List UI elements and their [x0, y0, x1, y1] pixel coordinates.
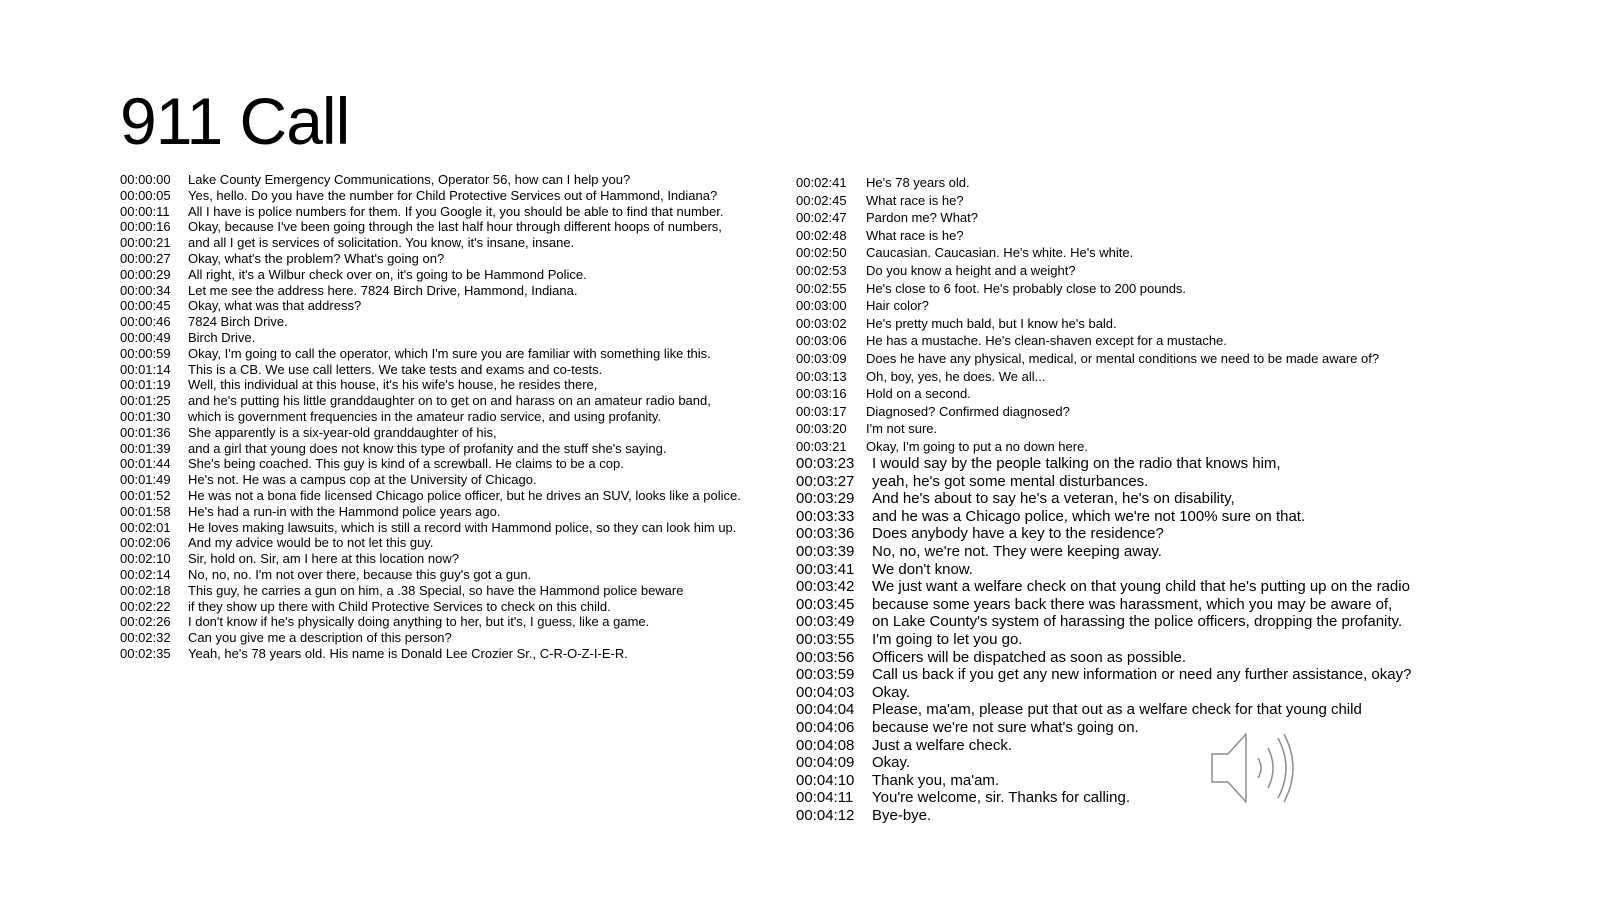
transcript-text: He has a mustache. He's clean-shaven except for a mustache.: [866, 333, 1227, 349]
timestamp: 00:03:56: [796, 648, 855, 666]
transcript-text: I don't know if he's physically doing anything to her, but it's, I guess, like a game.: [188, 614, 650, 630]
timestamp: 00:00:21: [120, 235, 171, 251]
timestamp: 00:00:49: [120, 329, 171, 345]
timestamp: 00:03:59: [796, 666, 855, 684]
timestamp: 00:03:33: [796, 507, 855, 525]
timestamp: 00:01:39: [120, 440, 171, 456]
transcript-line: [796, 297, 1496, 315]
transcript-line: [796, 613, 1496, 631]
transcript-text: I'm going to let you go.: [872, 630, 1023, 648]
transcript-text: Does anybody have a key to the residence?: [872, 525, 1164, 543]
timestamp: 00:02:48: [796, 227, 847, 243]
transcript-text: He's not. He was a campus cop at the University of Chicago.: [188, 472, 537, 488]
transcript-line: [120, 362, 775, 378]
transcript-line: [796, 719, 1496, 737]
timestamp: 00:03:55: [796, 630, 855, 648]
transcript-text: Hold on a second.: [866, 386, 971, 402]
transcript-line: [120, 441, 775, 457]
transcript-line: [120, 520, 775, 536]
timestamp: 00:02:26: [120, 614, 171, 630]
transcript-text: This guy, he carries a gun on him, a .38 Special, so have the Hammond police beware: [188, 582, 684, 598]
transcript-line: [120, 346, 775, 362]
transcript-line: [796, 174, 1496, 192]
timestamp: 00:03:13: [796, 368, 847, 384]
timestamp: 00:04:09: [796, 754, 855, 772]
transcript-text: Thank you, ma'am.: [872, 771, 1000, 789]
timestamp: 00:00:45: [120, 298, 171, 314]
transcript-line: [120, 393, 775, 409]
timestamp: 00:03:09: [796, 350, 847, 366]
transcript-text: Bye-bye.: [872, 806, 932, 824]
transcript-line: [796, 368, 1496, 386]
timestamp: 00:01:44: [120, 456, 171, 472]
transcript-text: Okay, I'm going to put a no down here.: [866, 438, 1088, 454]
transcript-text: Sir, hold on. Sir, am I here at this location now?: [188, 551, 459, 567]
timestamp: 00:03:45: [796, 595, 855, 613]
transcript-text: Oh, boy, yes, he does. We all...: [866, 368, 1046, 384]
transcript-line: [120, 614, 775, 630]
transcript-line: [796, 209, 1496, 227]
timestamp: 00:03:23: [796, 455, 855, 472]
transcript-text: What race is he?: [866, 227, 964, 243]
timestamp: 00:04:04: [796, 701, 855, 719]
transcript-text: Okay.: [872, 683, 911, 701]
timestamp: 00:01:14: [120, 361, 171, 377]
transcript-text: if they show up there with Child Protective Services to check on this child.: [188, 598, 611, 614]
timestamp: 00:02:45: [796, 192, 847, 208]
timestamp: 00:02:47: [796, 210, 847, 226]
transcript-line: [796, 244, 1496, 262]
transcript-line: [796, 631, 1496, 649]
transcript-line: [120, 551, 775, 567]
transcript-line: [120, 472, 775, 488]
transcript-text: Just a welfare check.: [872, 736, 1013, 754]
transcript-text: No, no, no. I'm not over there, because this guy's got a gun.: [188, 566, 532, 582]
transcript-line: [796, 561, 1496, 579]
timestamp: 00:02:53: [796, 262, 847, 278]
timestamp: 00:02:50: [796, 245, 847, 261]
transcript-line: [120, 646, 775, 662]
timestamp: 00:01:30: [120, 408, 171, 424]
transcript-text: And my advice would be to not let this guy.: [188, 535, 434, 551]
transcript-line: [796, 490, 1496, 508]
transcript-text: All I have is police numbers for them. If you Google it, you should be able to find that number.: [188, 203, 724, 219]
transcript-text: Officers will be dispatched as soon as possible.: [872, 648, 1187, 666]
transcript-line: [796, 525, 1496, 543]
timestamp: 00:03:06: [796, 333, 847, 349]
transcript-text: on Lake County's system of harassing the police officers, dropping the profanity.: [872, 613, 1403, 631]
transcript-line: [796, 280, 1496, 298]
transcript-text: Yes, hello. Do you have the number for Child Protective Services out of Hammond, Indiana?: [188, 187, 718, 203]
transcript-line: [796, 473, 1496, 491]
transcript-text: Call us back if you get any new information or need any further assistance, okay?: [872, 666, 1412, 684]
transcript-text: He's had a run-in with the Hammond police years ago.: [188, 503, 501, 519]
transcript-line: [120, 235, 775, 251]
transcript-text: because some years back there was harassment, which you may be aware of,: [872, 595, 1393, 613]
timestamp: 00:04:08: [796, 736, 855, 754]
transcript-text: He was not a bona fide licensed Chicago police officer, but he drives an SUV, looks like a police.: [188, 487, 741, 503]
transcript-text: Let me see the address here. 7824 Birch Drive, Hammond, Indiana.: [188, 282, 578, 298]
transcript-line: [796, 403, 1496, 421]
transcript-line: [120, 267, 775, 283]
timestamp: 00:00:34: [120, 282, 171, 298]
transcript-text: Okay.: [872, 754, 911, 772]
transcript-line: [120, 409, 775, 425]
transcript-line: [120, 425, 775, 441]
transcript-line: [796, 649, 1496, 667]
transcript-line: [796, 578, 1496, 596]
transcript-line: [796, 262, 1496, 280]
transcript-line: [796, 508, 1496, 526]
transcript-column-right-bottom: [796, 455, 1496, 824]
transcript-column-left: [120, 172, 775, 662]
timestamp: 00:01:25: [120, 393, 171, 409]
transcript-text: I'm not sure.: [866, 421, 938, 437]
transcript-line: [120, 188, 775, 204]
timestamp: 00:02:22: [120, 598, 171, 614]
transcript-line: [796, 789, 1496, 807]
transcript-line: [120, 456, 775, 472]
transcript-text: He's close to 6 foot. He's probably close to 200 pounds.: [866, 280, 1187, 296]
timestamp: 00:00:59: [120, 345, 171, 361]
transcript-text: And he's about to say he's a veteran, he's on disability,: [872, 490, 1235, 508]
transcript-text: Hair color?: [866, 298, 929, 314]
transcript-text: and he's putting his little granddaughter on to get on and harass on an amateur radio band,: [188, 393, 711, 409]
transcript-text: He's pretty much bald, but I know he's bald.: [866, 315, 1117, 331]
transcript-line: [796, 701, 1496, 719]
transcript-line: [796, 332, 1496, 350]
transcript-line: [120, 599, 775, 615]
timestamp: 00:04:06: [796, 718, 855, 736]
transcript-line: [120, 630, 775, 646]
timestamp: 00:00:05: [120, 187, 171, 203]
timestamp: 00:03:49: [796, 613, 855, 631]
timestamp: 00:03:16: [796, 386, 847, 402]
timestamp: 00:01:52: [120, 487, 171, 503]
timestamp: 00:00:46: [120, 314, 171, 330]
transcript-line: [120, 314, 775, 330]
transcript-line: [120, 251, 775, 267]
transcript-text: We just want a welfare check on that young child that he's putting up on the radio: [872, 578, 1410, 596]
transcript-line: [796, 227, 1496, 245]
transcript-text: What race is he?: [866, 192, 964, 208]
transcript-line: [796, 772, 1496, 790]
transcript-line: [120, 535, 775, 551]
transcript-text: Please, ma'am, please put that out as a welfare check for that young child: [872, 701, 1362, 719]
transcript-text: Okay, what was that address?: [188, 298, 362, 314]
timestamp: 00:02:35: [120, 645, 171, 661]
transcript-text: because we're not sure what's going on.: [872, 718, 1139, 736]
timestamp: 00:02:18: [120, 582, 171, 598]
transcript-text: Do you know a height and a weight?: [866, 262, 1076, 278]
transcript-line: [120, 504, 775, 520]
transcript-text: Okay, because I've been going through the last half hour through different hoops of numbers,: [188, 219, 722, 235]
timestamp: 00:00:29: [120, 266, 171, 282]
transcript-line: [120, 567, 775, 583]
transcript-line: [796, 807, 1496, 825]
transcript-line: [796, 543, 1496, 561]
timestamp: 00:03:27: [796, 472, 855, 490]
transcript-text: Okay, what's the problem? What's going on?: [188, 250, 445, 266]
transcript-line: [796, 596, 1496, 614]
transcript-text: He loves making lawsuits, which is still a record with Hammond police, so they can look him up.: [188, 519, 737, 535]
transcript-text: 7824 Birch Drive.: [188, 314, 288, 330]
transcript-line: [120, 283, 775, 299]
transcript-line: [796, 666, 1496, 684]
transcript-line: [120, 488, 775, 504]
transcript-text: and all I get is services of solicitation. You know, it's insane, insane.: [188, 235, 575, 251]
timestamp: 00:00:11: [120, 203, 170, 219]
timestamp: 00:03:00: [796, 298, 847, 314]
timestamp: 00:03:41: [796, 560, 855, 578]
timestamp: 00:00:16: [120, 219, 171, 235]
transcript-text: which is government frequencies in the amateur radio service, and using profanity.: [188, 408, 662, 424]
transcript-text: Does he have any physical, medical, or mental conditions we need to be made aware of?: [866, 350, 1380, 366]
transcript-text: Diagnosed? Confirmed diagnosed?: [866, 403, 1070, 419]
timestamp: 00:01:19: [120, 377, 171, 393]
transcript-text: No, no, we're not. They were keeping away.: [872, 542, 1162, 560]
transcript-text: She's being coached. This guy is kind of a screwball. He claims to be a cop.: [188, 456, 624, 472]
slide-title: 911 Call: [120, 84, 350, 158]
transcript-line: [796, 192, 1496, 210]
transcript-column-right-top: [796, 174, 1496, 456]
transcript-text: He's 78 years old.: [866, 175, 970, 190]
timestamp: 00:02:01: [120, 519, 171, 535]
timestamp: 00:03:29: [796, 490, 855, 508]
timestamp: 00:03:21: [796, 438, 847, 454]
transcript-line: [796, 385, 1496, 403]
transcript-line: [120, 330, 775, 346]
timestamp: 00:03:39: [796, 542, 855, 560]
transcript-line: [796, 754, 1496, 772]
transcript-text: and he was a Chicago police, which we're not 100% sure on that.: [872, 507, 1306, 525]
transcript-text: and a girl that young does not know this type of profanity and the stuff she's saying.: [188, 440, 667, 456]
transcript-text: We don't know.: [872, 560, 973, 578]
transcript-text: Yeah, he's 78 years old. His name is Donald Lee Crozier Sr., C-R-O-Z-I-E-R.: [188, 645, 628, 661]
timestamp: 00:00:27: [120, 250, 171, 266]
timestamp: 00:04:12: [796, 806, 855, 824]
speaker-icon[interactable]: [1208, 730, 1304, 806]
timestamp: 00:02:32: [120, 630, 171, 646]
transcript-line: [796, 420, 1496, 438]
transcript-text: Lake County Emergency Communications, Operator 56, how can I help you?: [188, 172, 631, 187]
transcript-text: Birch Drive.: [188, 329, 256, 345]
timestamp: 00:02:55: [796, 280, 847, 296]
timestamp: 00:03:20: [796, 421, 847, 437]
timestamp: 00:03:02: [796, 315, 847, 331]
transcript-line: [796, 438, 1496, 456]
timestamp: 00:02:06: [120, 535, 171, 551]
transcript-line: [120, 298, 775, 314]
timestamp: 00:01:36: [120, 424, 171, 440]
transcript-line: [796, 315, 1496, 333]
transcript-text: Caucasian. Caucasian. He's white. He's white.: [866, 245, 1134, 261]
transcript-line: [120, 219, 775, 235]
timestamp: 00:04:10: [796, 771, 855, 789]
timestamp: 00:03:36: [796, 525, 855, 543]
transcript-text: She apparently is a six-year-old granddaughter of his,: [188, 424, 497, 440]
transcript-line: [796, 350, 1496, 368]
transcript-text: Well, this individual at this house, it's his wife's house, he resides there,: [188, 377, 598, 393]
timestamp: 00:00:00: [120, 172, 171, 187]
transcript-text: You're welcome, sir. Thanks for calling.: [872, 789, 1130, 807]
timestamp: 00:01:49: [120, 472, 171, 488]
timestamp: 00:03:17: [796, 403, 847, 419]
transcript-text: Okay, I'm going to call the operator, which I'm sure you are familiar with something like this.: [188, 345, 711, 361]
transcript-text: Can you give me a description of this person?: [188, 630, 452, 646]
transcript-line: [796, 455, 1496, 473]
transcript-line: [796, 684, 1496, 702]
transcript-line: [120, 583, 775, 599]
transcript-text: This is a CB. We use call letters. We take tests and exams and co-tests.: [188, 361, 603, 377]
transcript-line: [796, 737, 1496, 755]
transcript-line: [120, 204, 775, 220]
transcript-text: I would say by the people talking on the radio that knows him,: [872, 455, 1281, 472]
timestamp: 00:03:42: [796, 578, 855, 596]
timestamp: 00:02:10: [120, 551, 171, 567]
transcript-text: Pardon me? What?: [866, 210, 979, 226]
transcript-text: yeah, he's got some mental disturbances.: [872, 472, 1149, 490]
timestamp: 00:02:41: [796, 175, 847, 190]
transcript-line: [120, 172, 775, 188]
timestamp: 00:04:03: [796, 683, 855, 701]
transcript-text: All right, it's a Wilbur check over on, it's going to be Hammond Police.: [188, 266, 587, 282]
timestamp: 00:04:11: [796, 789, 854, 807]
timestamp: 00:02:14: [120, 566, 171, 582]
timestamp: 00:01:58: [120, 503, 171, 519]
transcript-line: [120, 377, 775, 393]
